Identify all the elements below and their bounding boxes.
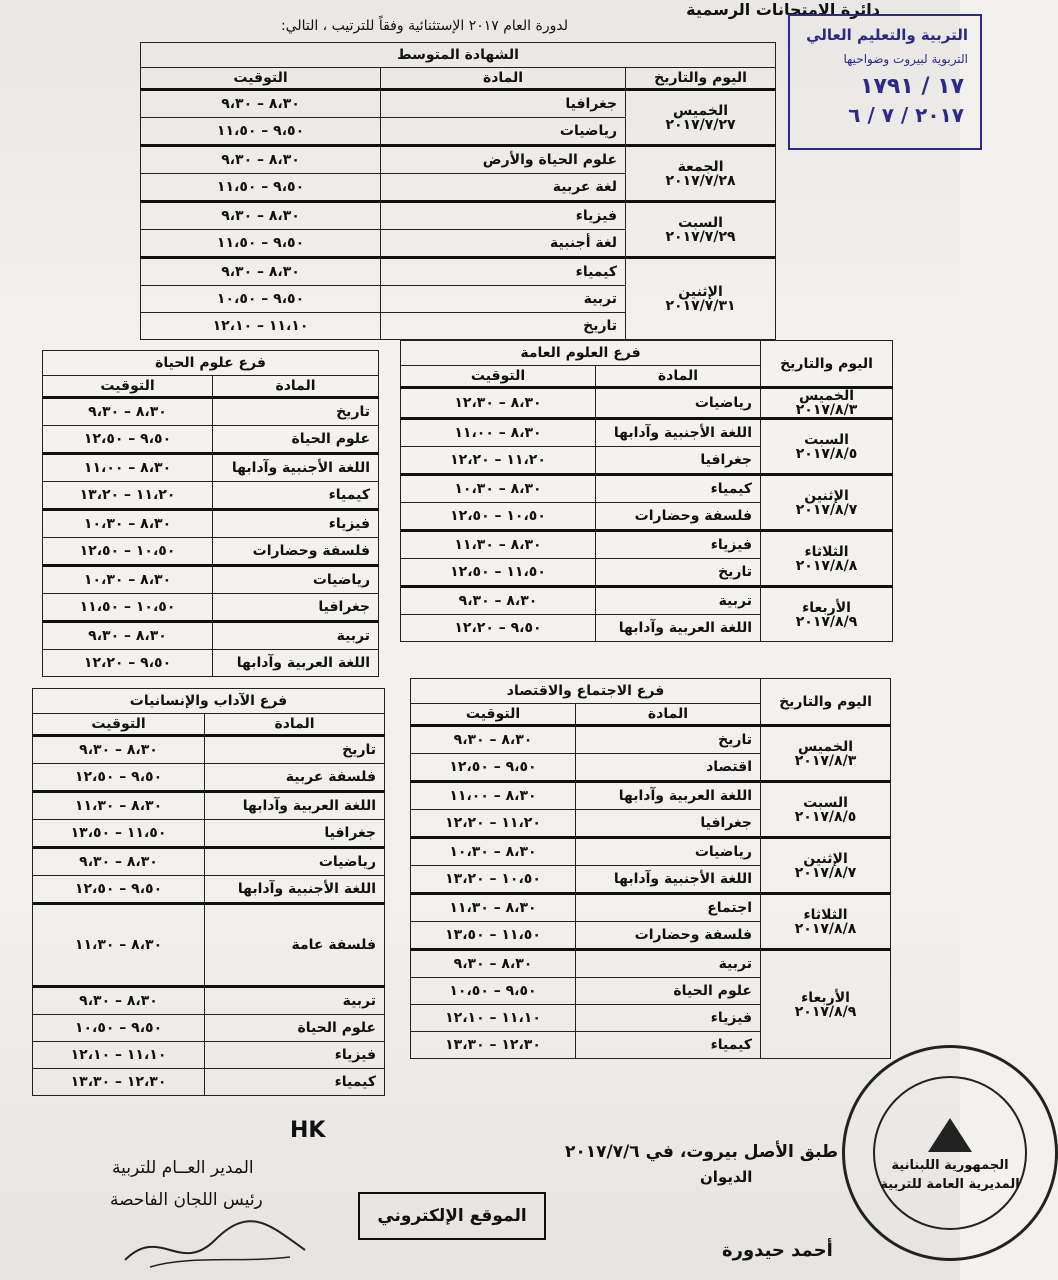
day-date-cell: [761, 419, 893, 475]
table-row: [43, 482, 379, 510]
time-cell: ٩،٥٠ – ١١،٥٠: [141, 230, 381, 258]
table-row: [43, 426, 379, 454]
subject-cell: تربية: [576, 950, 761, 978]
table-row: [43, 594, 379, 622]
day-date-cell: [761, 587, 893, 642]
cedar-icon: [928, 1118, 972, 1152]
table-row: [411, 838, 891, 866]
subject-cell: اللغة الأجنبية وآدابها: [213, 454, 379, 482]
time-cell: ١١،٥٠ – ١٢،٥٠: [401, 559, 596, 587]
se-title-row: [411, 679, 891, 704]
subject-cell: فلسفة عربية: [205, 764, 385, 792]
table-row: [33, 987, 385, 1015]
table-row: [43, 622, 379, 650]
ls-schedule-table: [42, 350, 379, 677]
time-cell: ١١،٥٠ – ١٣،٥٠: [33, 820, 205, 848]
day-name: السبت: [804, 431, 849, 448]
time-cell: ٨،٣٠ – ٩،٣٠: [33, 987, 205, 1015]
se-day-header: اليوم والتاريخ: [761, 679, 891, 726]
time-cell: ١٢،٣٠ – ١٣،٣٠: [411, 1032, 576, 1059]
table-row: [43, 398, 379, 426]
subject-cell: اللغة الأجنبية وآدابها: [596, 419, 761, 447]
day-date-cell: [761, 388, 893, 419]
stamp-number: ١٧ / ١٧٩١: [860, 74, 964, 99]
subject-cell: رياضيات: [213, 566, 379, 594]
brevet-title: الشهادة المتوسط: [141, 43, 776, 68]
day-date-cell: [761, 950, 891, 1059]
subject-cell: رياضيات: [381, 118, 626, 146]
lh-col-subject: المادة: [205, 714, 385, 736]
subject-cell: فيزياء: [576, 1005, 761, 1032]
day-name: الإثنين: [804, 487, 849, 504]
time-cell: ٨،٣٠ – ٩،٣٠: [43, 622, 213, 650]
committee-title: رئيس اللجان الفاحصة: [110, 1190, 263, 1210]
stamp-line1: التربية والتعليم العالي: [806, 26, 968, 44]
seal-text-2: المديرية العامة للتربية: [880, 1177, 1020, 1192]
exam-date: ٢٠١٧/٨/٥: [795, 445, 858, 462]
subject-cell: علوم الحياة: [213, 426, 379, 454]
table-row: [43, 650, 379, 677]
time-cell: ٩،٥٠ – ١٠،٥٠: [33, 1015, 205, 1042]
table-row: [43, 566, 379, 594]
subject-cell: اللغة العربية وآدابها: [576, 782, 761, 810]
ls-col-time: التوقيت: [43, 376, 213, 398]
time-cell: ١٠،٥٠ – ١٣،٢٠: [411, 866, 576, 894]
subject-cell: اجتماع: [576, 894, 761, 922]
table-row: [141, 202, 776, 230]
exam-date: ٢٠١٧/٧/٢٧: [665, 116, 736, 133]
official-seal: [842, 1045, 1058, 1261]
table-row: [141, 90, 776, 118]
time-cell: ١١،٢٠ – ١٢،٢٠: [411, 810, 576, 838]
day-name: الخميس: [673, 102, 729, 119]
subject-cell: علوم الحياة: [576, 978, 761, 1005]
day-name: الأربعاء: [802, 599, 851, 616]
day-name: الجمعة: [677, 158, 724, 175]
subject-cell: فلسفة وحضارات: [213, 538, 379, 566]
brevet-col-day: اليوم والتاريخ: [626, 68, 776, 90]
day-name: الإثنين: [678, 284, 723, 300]
table-row: [401, 587, 893, 615]
table-row: [33, 792, 385, 820]
time-cell: ١٠،٥٠ – ١٢،٥٠: [401, 503, 596, 531]
subject-cell: جغرافيا: [205, 820, 385, 848]
session-line: لدورة العام ٢٠١٧ الإستثنائية وفقاً للترتيب ، التالي:: [280, 18, 568, 34]
signer-name: أحمد حيدورة: [722, 1240, 833, 1261]
day-date-cell: [761, 782, 891, 838]
time-cell: ٨،٣٠ – ٩،٣٠: [43, 398, 213, 426]
se-schedule-table: [410, 678, 891, 1059]
day-date-cell: [761, 894, 891, 950]
day-name: السبت: [803, 794, 848, 811]
ls-title: فرع علوم الحياة: [43, 351, 379, 376]
subject-cell: تربية: [596, 587, 761, 615]
day-date-cell: [761, 726, 891, 782]
subject-cell: تاريخ: [596, 559, 761, 587]
exam-date: ٢٠١٧/٨/٨: [794, 920, 857, 937]
brevet-title-row: [141, 43, 776, 68]
table-row: [33, 876, 385, 904]
day-name: الخميس: [798, 388, 855, 404]
table-row: [33, 1069, 385, 1096]
brevet-col-subject: المادة: [381, 68, 626, 90]
table-row: [141, 258, 776, 286]
time-cell: ٩،٥٠ – ١١،٥٠: [141, 174, 381, 202]
subject-cell: تربية: [213, 622, 379, 650]
table-row: [33, 820, 385, 848]
se-col-subject: المادة: [576, 704, 761, 726]
ministry-stamp: [788, 14, 982, 150]
lh-col-time: التوقيت: [33, 714, 205, 736]
lh-title: فرع الآداب والإنسانيات: [33, 689, 385, 714]
table-row: [33, 1042, 385, 1069]
subject-cell: كيمياء: [205, 1069, 385, 1096]
stamp-line2: التربوية لبيروت وضواحيها: [843, 52, 968, 66]
table-row: [411, 894, 891, 922]
subject-cell: كيمياء: [576, 1032, 761, 1059]
subject-cell: فلسفة وحضارات: [576, 922, 761, 950]
brevet-header-row: [141, 68, 776, 90]
time-cell: ٩،٥٠ – ١٠،٥٠: [411, 978, 576, 1005]
subject-cell: تاريخ: [205, 736, 385, 764]
subject-cell: فلسفة عامة: [205, 904, 385, 987]
subject-cell: فيزياء: [213, 510, 379, 538]
table-row: [411, 726, 891, 754]
table-row: [401, 419, 893, 447]
table-row: [33, 848, 385, 876]
seal-text-1: الجمهورية اللبنانية: [891, 1158, 1009, 1173]
time-cell: ١١،١٠ – ١٢،١٠: [411, 1005, 576, 1032]
department-header: دائرة الامتحانات الرسمية: [686, 0, 880, 19]
time-cell: ٨،٣٠ – ٩،٣٠: [401, 587, 596, 615]
exam-date: ٢٠١٧/٨/٨: [795, 557, 858, 574]
subject-cell: فيزياء: [381, 202, 626, 230]
subject-cell: اللغة الأجنبية وآدابها: [205, 876, 385, 904]
subject-cell: تاريخ: [381, 313, 626, 340]
time-cell: ٨،٣٠ – ١٠،٣٠: [401, 475, 596, 503]
subject-cell: لغة عربية: [381, 174, 626, 202]
subject-cell: تاريخ: [213, 398, 379, 426]
exam-date: ٢٠١٧/٧/٢٨: [665, 172, 736, 189]
time-cell: ٩،٥٠ – ١٠،٥٠: [141, 286, 381, 313]
day-date-cell: [761, 475, 893, 531]
subject-cell: فيزياء: [596, 531, 761, 559]
subject-cell: رياضيات: [576, 838, 761, 866]
subject-cell: رياضيات: [205, 848, 385, 876]
subject-cell: علوم الحياة: [205, 1015, 385, 1042]
day-name: الثلاثاء: [804, 543, 849, 560]
table-row: [411, 950, 891, 978]
table-row: [43, 454, 379, 482]
ls-header-row: [43, 376, 379, 398]
exam-date: ٢٠١٧/٨/٩: [795, 613, 858, 630]
time-cell: ٨،٣٠ – ١١،٣٠: [411, 894, 576, 922]
subject-cell: لغة أجنبية: [381, 230, 626, 258]
time-cell: ٩،٥٠ – ١٢،٥٠: [33, 876, 205, 904]
time-cell: ٨،٣٠ – ١١،٠٠: [411, 782, 576, 810]
time-cell: ١١،١٠ – ١٢،١٠: [33, 1042, 205, 1069]
ls-title-row: [43, 351, 379, 376]
day-name: الخميس: [797, 738, 854, 755]
day-date-cell: [626, 258, 776, 340]
exam-date: ٢٠١٧/٨/٣: [795, 402, 858, 418]
table-row: [411, 782, 891, 810]
time-cell: ١١،١٠ – ١٢،١٠: [141, 313, 381, 340]
lh-title-row: [33, 689, 385, 714]
time-cell: ٨،٣٠ – ٩،٣٠: [141, 90, 381, 118]
time-cell: ٨،٣٠ – ٩،٣٠: [141, 146, 381, 174]
table-row: [43, 510, 379, 538]
subject-cell: علوم الحياة والأرض: [381, 146, 626, 174]
subject-cell: تربية: [381, 286, 626, 313]
table-row: [43, 538, 379, 566]
time-cell: ١٠،٥٠ – ١٢،٥٠: [43, 538, 213, 566]
day-name: الأربعاء: [801, 989, 850, 1006]
time-cell: ١١،٢٠ – ١٣،٢٠: [43, 482, 213, 510]
brevet-schedule-table: [140, 42, 776, 340]
day-name: الثلاثاء: [803, 906, 848, 923]
time-cell: ٩،٥٠ – ١٢،٥٠: [43, 426, 213, 454]
subject-cell: كيمياء: [596, 475, 761, 503]
subject-cell: اللغة الأجنبية وآدابها: [576, 866, 761, 894]
time-cell: ١١،٥٠ – ١٣،٥٠: [411, 922, 576, 950]
time-cell: ٨،٣٠ – ١٠،٣٠: [411, 838, 576, 866]
day-date-cell: [761, 531, 893, 587]
time-cell: ٨،٣٠ – ١٠،٣٠: [43, 566, 213, 594]
subject-cell: كيمياء: [213, 482, 379, 510]
day-name: الإثنين: [803, 850, 848, 867]
table-row: [141, 146, 776, 174]
se-title: فرع الاجتماع والاقتصاد: [411, 679, 761, 704]
exam-date: ٢٠١٧/٨/٧: [794, 864, 857, 881]
table-row: [401, 531, 893, 559]
stamp-date: ٢٠١٧ / ٧ / ٦: [848, 103, 964, 127]
subject-cell: اللغة العربية وآدابها: [213, 650, 379, 677]
subject-cell: جغرافيا: [576, 810, 761, 838]
place-date: طبق الأصل بيروت، في ٢٠١٧/٧/٦: [565, 1142, 839, 1162]
director-title: المدير العــام للتربية: [112, 1158, 254, 1178]
exam-date: ٢٠١٧/٨/٩: [794, 1003, 857, 1020]
table-row: [401, 388, 893, 419]
subject-cell: جغرافيا: [213, 594, 379, 622]
exam-date: ٢٠١٧/٧/٣١: [665, 298, 736, 314]
time-cell: ٨،٣٠ – ٩،٣٠: [141, 202, 381, 230]
gs-col-subject: المادة: [596, 366, 761, 388]
time-cell: ٩،٥٠ – ١٢،٥٠: [33, 764, 205, 792]
se-col-time: التوقيت: [411, 704, 576, 726]
day-name: السبت: [678, 214, 723, 231]
time-cell: ٨،٣٠ – ١١،٣٠: [401, 531, 596, 559]
exam-date: ٢٠١٧/٧/٢٩: [665, 228, 736, 245]
signature-scribble: [120, 1205, 310, 1275]
day-date-cell: [626, 202, 776, 258]
subject-cell: اقتصاد: [576, 754, 761, 782]
time-cell: ٨،٣٠ – ١١،٣٠: [33, 792, 205, 820]
time-cell: ٨،٣٠ – ١١،٠٠: [43, 454, 213, 482]
brevet-col-time: التوقيت: [141, 68, 381, 90]
ls-col-subject: المادة: [213, 376, 379, 398]
time-cell: ٨،٣٠ – ٩،٣٠: [411, 726, 576, 754]
exam-date: ٢٠١٧/٨/٣: [794, 752, 857, 769]
table-row: [33, 1015, 385, 1042]
day-date-cell: [761, 838, 891, 894]
time-cell: ٩،٥٠ – ١٢،٢٠: [43, 650, 213, 677]
gs-schedule-table: [400, 340, 893, 642]
time-cell: ١٠،٥٠ – ١١،٥٠: [43, 594, 213, 622]
table-row: [33, 904, 385, 987]
initials-mark: HK: [290, 1118, 326, 1143]
time-cell: ٨،٣٠ – ٩،٣٠: [411, 950, 576, 978]
time-cell: ٩،٥٠ – ١٢،٢٠: [401, 615, 596, 642]
subject-cell: اللغة العربية وآدابها: [596, 615, 761, 642]
time-cell: ٩،٥٠ – ١١،٥٠: [141, 118, 381, 146]
lh-schedule-table: [32, 688, 385, 1096]
time-cell: ٨،٣٠ – ٩،٣٠: [33, 848, 205, 876]
gs-col-time: التوقيت: [401, 366, 596, 388]
gs-title: فرع العلوم العامة: [401, 341, 761, 366]
subject-cell: فلسفة وحضارات: [596, 503, 761, 531]
gs-title-row: [401, 341, 893, 366]
time-cell: ٨،٣٠ – ١٠،٣٠: [43, 510, 213, 538]
subject-cell: جغرافيا: [381, 90, 626, 118]
day-date-cell: [626, 146, 776, 202]
exam-date: ٢٠١٧/٨/٥: [794, 808, 857, 825]
time-cell: ٨،٣٠ – ٩،٣٠: [141, 258, 381, 286]
table-row: [33, 736, 385, 764]
table-row: [401, 475, 893, 503]
subject-cell: جغرافيا: [596, 447, 761, 475]
subject-cell: تربية: [205, 987, 385, 1015]
website-box: الموقع الإلكتروني: [358, 1192, 546, 1240]
subject-cell: اللغة العربية وآدابها: [205, 792, 385, 820]
time-cell: ٨،٣٠ – ٩،٣٠: [33, 736, 205, 764]
time-cell: ١١،٢٠ – ١٢،٢٠: [401, 447, 596, 475]
subject-cell: فيزياء: [205, 1042, 385, 1069]
exam-date: ٢٠١٧/٨/٧: [795, 501, 858, 518]
time-cell: ٩،٥٠ – ١٢،٥٠: [411, 754, 576, 782]
lh-header-row: [33, 714, 385, 736]
subject-cell: رياضيات: [596, 388, 761, 419]
table-row: [33, 764, 385, 792]
time-cell: ١٢،٣٠ – ١٣،٣٠: [33, 1069, 205, 1096]
gs-day-header: اليوم والتاريخ: [761, 341, 893, 388]
time-cell: ٨،٣٠ – ١١،٠٠: [401, 419, 596, 447]
office-label: الديوان: [700, 1168, 753, 1186]
subject-cell: كيمياء: [381, 258, 626, 286]
subject-cell: تاريخ: [576, 726, 761, 754]
time-cell: ٨،٣٠ – ١١،٣٠: [33, 904, 205, 987]
day-date-cell: [626, 90, 776, 146]
time-cell: ٨،٣٠ – ١٢،٣٠: [401, 388, 596, 419]
